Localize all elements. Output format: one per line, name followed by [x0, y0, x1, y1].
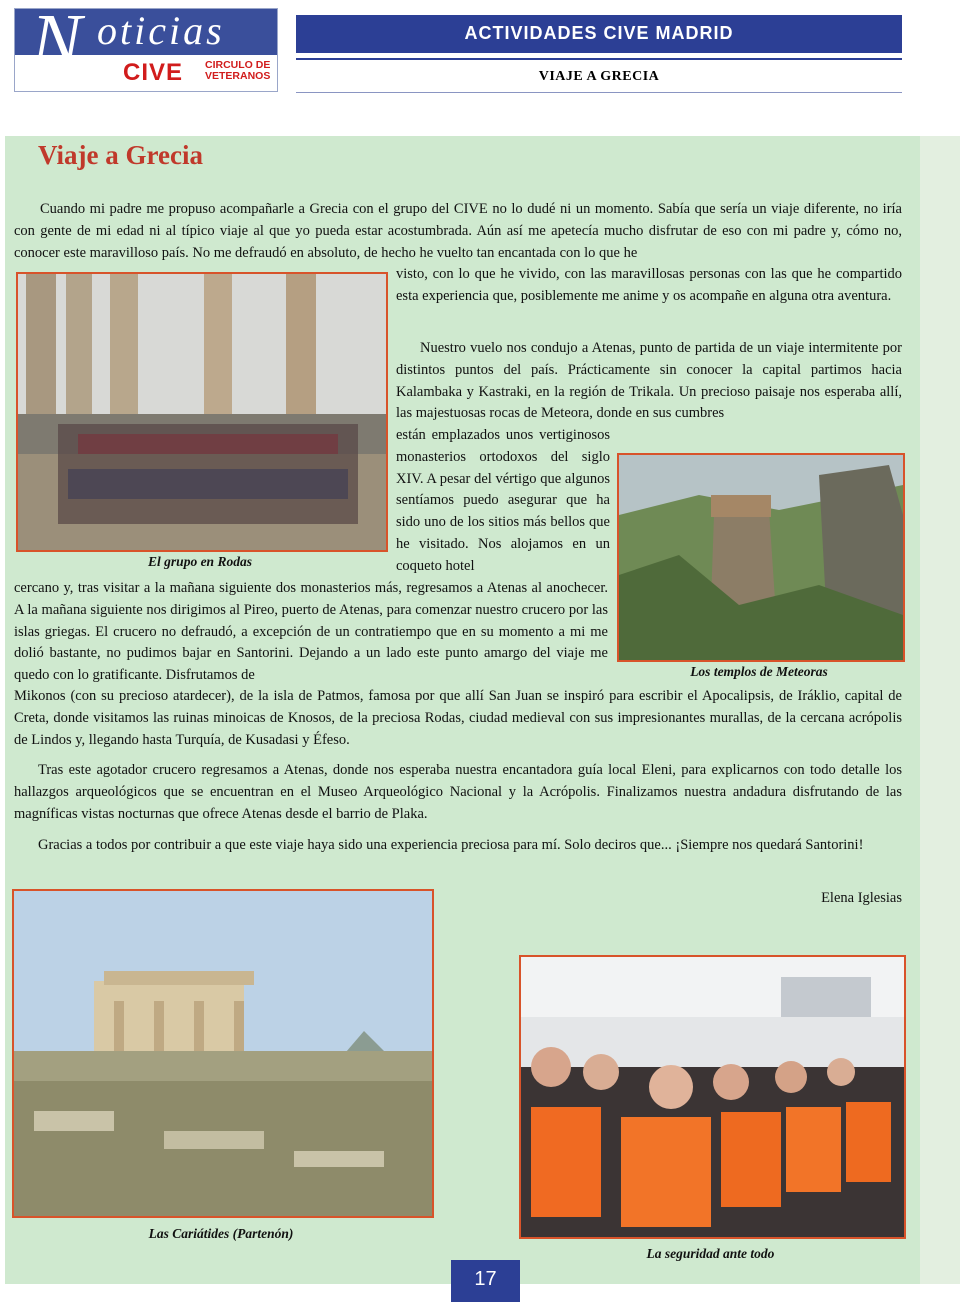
paragraph-athens: Tras este agotador crucero regresamos a Atenas, donde nos esperaba nuestra encantadora guía local Eleni, para explicarnos con todo detalle los hallazgos arqueológicos que se encuentran en el Museo Arqueológico Nacional y la Acrópolis. Finalizamos nuestra andadura disfrutando de las magníficas vistas nocturnas que ofrece Atenas desde el barrio de Plaka.: [14, 762, 902, 822]
photo-meteora: [617, 453, 905, 662]
paragraph-islands: Mikonos (con su precioso atardecer), de la isla de Patmos, famosa por que allí San Juan se inspiró para escribir el Apocalipsis, de Iráklio, capital de Creta, donde visitamos las ruinas minoicas de Knosos, de la preciosa Rodas, ciudad medieval con sus impresionantes murallas, de la cercana acrópolis de Lindos y, llegando hasta Turquía, de Kusadasi y Éfeso.: [14, 688, 902, 748]
caption-cariatides: Las Cariátides (Partenón): [148, 1226, 294, 1241]
subsection-title: VIAJE A GRECIA: [538, 69, 660, 84]
header-divider: [296, 58, 902, 60]
logo-wordmark: oticias: [97, 8, 225, 53]
page-edge: [920, 136, 960, 1284]
photo-seguridad: [519, 955, 906, 1239]
paragraph-cruise: cercano y, tras visitar a la mañana siguiente dos monasterios más, regresamos a Atenas al anochecer. A la mañana siguiente nos dirigimos al Pireo, puerto de Atenas, para comenzar nuestro crucero por las islas griegas. El crucero no defraudó, a excepción de un contratiempo que en su momento a mi me dolió bastante, no pudimos bajar en Santorini. Dejando a un lado este punto amargo del viaje me quedo con lo gratificante. Disfrutamos de: [14, 580, 608, 684]
logo-subtitle: CIRCULO DE VETERANOS: [205, 59, 271, 82]
caption-seguridad: La seguridad ante todo: [646, 1246, 775, 1261]
section-title: ACTIVIDADES CIVE MADRID: [464, 23, 734, 43]
caption-rodas: El grupo en Rodas: [148, 554, 252, 569]
photo-cariatides: [12, 889, 434, 1218]
paragraph-flight: Nuestro vuelo nos condujo a Atenas, punto de partida de un viaje intermitente por distintos puntos del país. Prácticamente sin conocer la capital partimos hacia Kalambaka y Kastraki, en la región de Trikala. Un precioso paisaje nos esperaba allí, las majestuosas rocas de Meteora, donde en sus cumbres: [396, 340, 902, 422]
paragraph-thanks: Gracias a todos por contribuir a que este viaje haya sido una experiencia preciosa para mí. Solo deciros que... ¡Siempre nos quedará Santorini!: [38, 837, 864, 853]
author-signature: Elena Iglesias: [821, 890, 902, 906]
paragraph-meteora: están emplazados unos vertiginosos monasterios ortodoxos del siglo XIV. A pesar del vértigo que algunos sentíamos puedo asegurar que ha sido uno de los sitios más bellos que he visitado. Nos alojamos en un coqueto hotel: [396, 427, 610, 574]
photo-group-rodas: [16, 272, 388, 552]
logo-brand: CIVE: [123, 59, 184, 86]
article-title: Viaje a Grecia: [38, 140, 203, 170]
paragraph-intro-continued: visto, con lo que he vivido, con las maravillosas personas con las que he compartido esta experiencia que, posiblemente me anime y os acompañe en alguna otra aventura.: [396, 266, 902, 304]
page-number: 17: [474, 1268, 497, 1290]
caption-meteora: Los templos de Meteoras: [690, 664, 828, 679]
noticias-cive-logo: [14, 0, 278, 92]
logo-initial: N: [31, 0, 82, 83]
paragraph-intro: Cuando mi padre me propuso acompañarle a Grecia con el grupo del CIVE no lo dudé ni un momento. Sabía que sería un viaje diferente, no iría con gente de mi edad ni al típico viaje al que yo pueda estar acostumbrada. Aún así me apetecía mucho disfrutar de eso con mi padre y, cómo no, conocer este maravilloso país. No me defraudó en absoluto, de hecho he vuelto tan encantada con lo que he: [14, 201, 902, 261]
header-divider-thin: [296, 92, 902, 93]
